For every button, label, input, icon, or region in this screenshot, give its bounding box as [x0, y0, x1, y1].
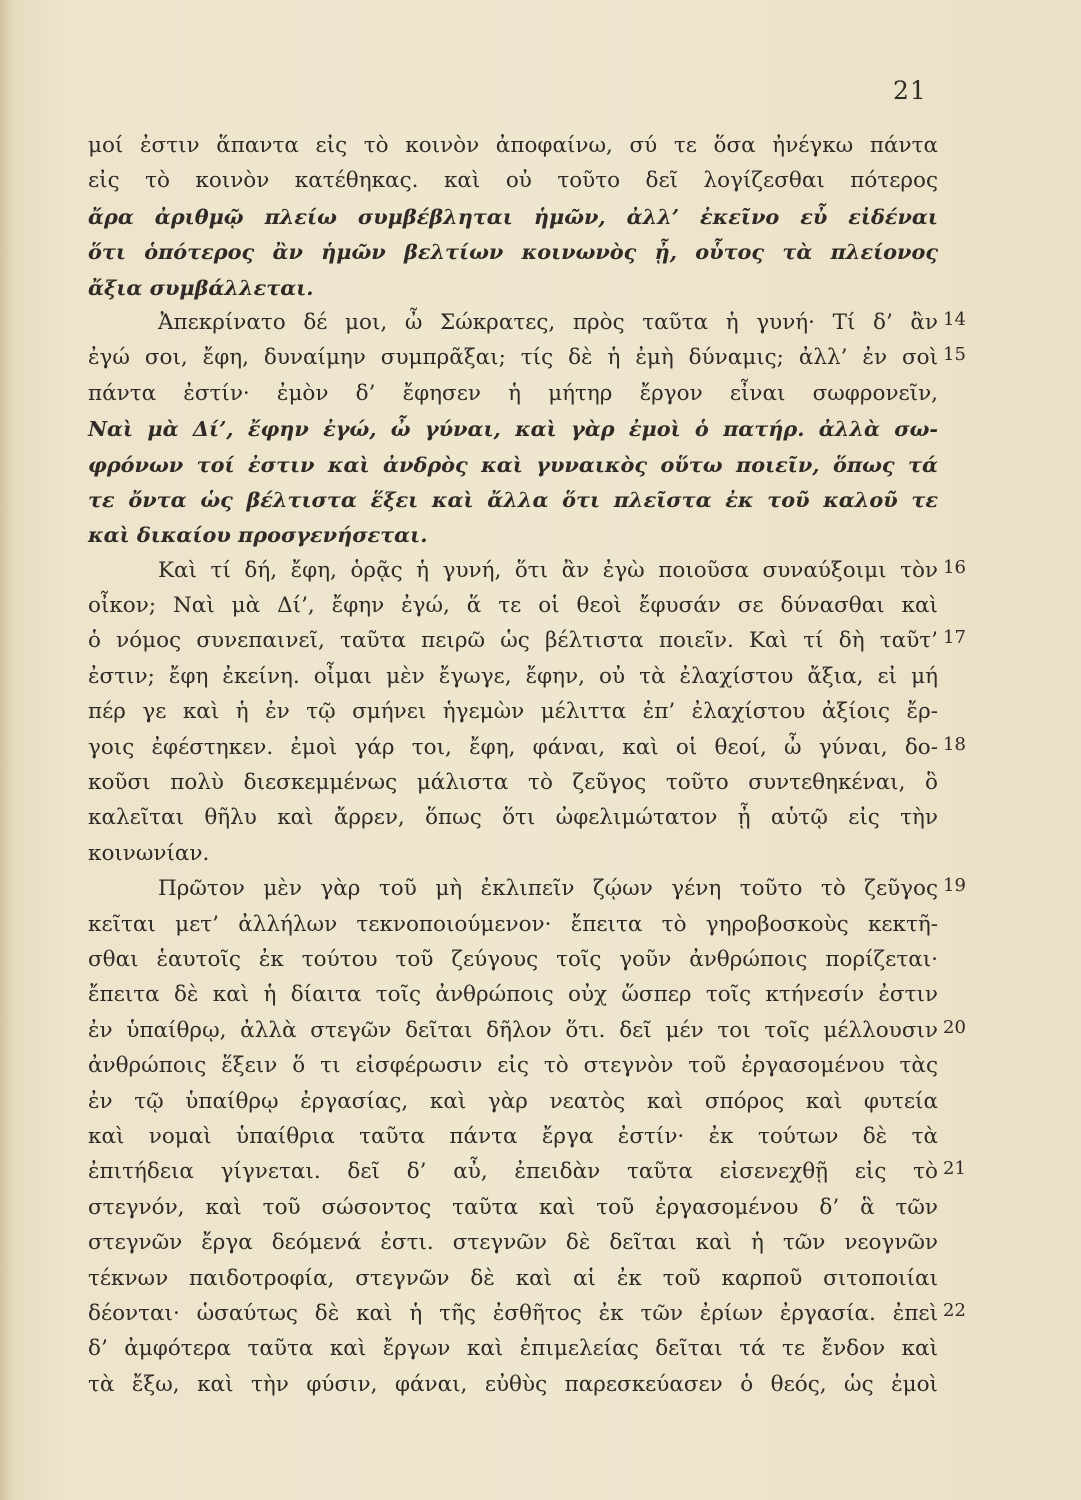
- section-number: 17: [943, 627, 966, 649]
- text-line-content: ἐν τῷ ὑπαίθρῳ ἐργασίας, καὶ γὰρ νεατὸς καὶ σπόρος καὶ φυτεία: [88, 1088, 938, 1114]
- text-line-content: Καὶ τί δή, ἔφη, ὁρᾷς ἡ γυνή, ὅτι ἂν ἐγὼ ποιοῦσα συναύξοιμι τὸν: [158, 557, 938, 583]
- text-line: [88, 800, 938, 835]
- text-line-content: ἐγώ σοι, ἔφη, δυναίμην συμπρᾶξαι; τίς δὲ ἡ ἐμὴ δύναμις; ἀλλ’ ἐν σοὶ: [88, 345, 938, 371]
- text-line: [88, 907, 938, 942]
- text-line: [88, 942, 938, 977]
- text-line: [88, 588, 938, 623]
- text-line-content: ὁ νόμος συνεπαινεῖ, ταῦτα πειρῶ ὡς βέλτιστα ποιεῖν. Καὶ τί δὴ ταῦτ’: [88, 628, 938, 654]
- text-line: [88, 482, 938, 517]
- text-line-content: καὶ νομαὶ ὑπαίθρια ταῦτα πάντα ἔργα ἐστίν· ἐκ τούτων δὲ τὰ: [88, 1123, 938, 1149]
- text-line: [88, 977, 938, 1012]
- text-line: [88, 1296, 966, 1331]
- text-line-content: σθαι ἑαυτοῖς ἐκ τούτου τοῦ ζεύγους τοῖς γοῦν ἀνθρώποις πορίζεται·: [88, 946, 938, 972]
- text-line-content: τε ὄντα ὡς βέλτιστα ἕξει καὶ ἄλλα ὅτι πλεῖστα ἐκ τοῦ καλοῦ τε: [88, 486, 938, 512]
- text-line: [88, 1190, 938, 1225]
- text-line-content: καλεῖται θῆλυ καὶ ἄρρεν, ὅπως ὅτι ὠφελιμώτατον ᾖ αὑτῷ εἰς τὴν: [88, 805, 938, 831]
- text-line: [88, 128, 938, 163]
- text-line-content: κεῖται μετ’ ἀλλήλων τεκνοποιούμενον· ἔπειτα τὸ γηροβοσκοὺς κεκτῆ-: [88, 911, 938, 937]
- text-line: [88, 1154, 966, 1189]
- text-line: [88, 730, 966, 765]
- text-line: [88, 1084, 938, 1119]
- text-line: [88, 1225, 938, 1260]
- section-number: 20: [943, 1016, 966, 1038]
- text-line: [88, 163, 938, 198]
- section-number: 14: [943, 308, 966, 330]
- text-line: [88, 234, 938, 269]
- text-line-content: ἄξια συμβάλλεται.: [88, 274, 314, 300]
- text-line: [88, 1048, 938, 1083]
- text-line: [88, 411, 938, 446]
- text-line: [88, 1331, 938, 1366]
- text-line: [88, 553, 966, 588]
- text-line-content: πέρ γε καὶ ἡ ἐν τῷ σμήνει ἡγεμὼν μέλιττα ἐπ’ ἐλαχίστου ἀξίοις ἔρ-: [88, 699, 938, 725]
- text-line-content: ἐστιν; ἔφη ἐκείνη. οἶμαι μὲν ἔγωγε, ἔφην, οὐ τὰ ἐλαχίστου ἄξια, εἰ μή: [88, 663, 938, 689]
- text-line-content: γοις ἐφέστηκεν. ἐμοὶ γάρ τοι, ἔφη, φάναι, καὶ οἱ θεοί, ὦ γύναι, δο-: [88, 734, 938, 760]
- text-line: [88, 340, 966, 375]
- text-line-content: ἔπειτα δὲ καὶ ἡ δίαιτα τοῖς ἀνθρώποις οὐχ ὥσπερ τοῖς κτήνεσίν ἐστιν: [88, 982, 938, 1008]
- text-line-content: δέονται· ὡσαύτως δὲ καὶ ἡ τῆς ἐσθῆτος ἐκ τῶν ἐρίων ἐργασία. ἐπεὶ: [88, 1300, 938, 1326]
- section-number: 19: [943, 875, 966, 897]
- text-line-content: Ναὶ μὰ Δί’, ἔφην ἐγώ, ὦ γύναι, καὶ γὰρ ἐμοὶ ὁ πατήρ. ἀλλὰ σω-: [88, 416, 938, 442]
- text-line-content: ἄρα ἀριθμῷ πλείω συμβέβληται ἡμῶν, ἀλλ’ ἐκεῖνο εὖ εἰδέναι: [88, 203, 938, 229]
- text-line: [88, 659, 938, 694]
- text-line: [88, 871, 966, 906]
- section-number: 21: [943, 1158, 966, 1180]
- text-line-content: φρόνων τοί ἐστιν καὶ ἀνδρὸς καὶ γυναικὸς οὕτω ποιεῖν, ὅπως τά: [88, 451, 938, 477]
- text-line: [88, 1013, 966, 1048]
- text-line-content: ἀνθρώποις ἕξειν ὅ τι εἰσφέρωσιν εἰς τὸ στεγνὸν τοῦ ἐργασομένου τὰς: [88, 1053, 938, 1079]
- text-line: [88, 1119, 938, 1154]
- text-line-content: καὶ δικαίου προσγενήσεται.: [88, 522, 428, 548]
- text-line-content: τὰ ἔξω, καὶ τὴν φύσιν, φάναι, εὐθὺς παρεσκεύασεν ὁ θεός, ὡς ἐμοὶ: [88, 1371, 938, 1397]
- text-line-content: Πρῶτον μὲν γὰρ τοῦ μὴ ἐκλιπεῖν ζῴων γένη τοῦτο τὸ ζεῦγος: [158, 876, 938, 902]
- text-line: [88, 1261, 938, 1296]
- text-line: [88, 694, 938, 729]
- text-line: [88, 447, 938, 482]
- section-number: 18: [943, 733, 966, 755]
- text-line-content: ἐν ὑπαίθρῳ, ἀλλὰ στεγῶν δεῖται δῆλον ὅτι. δεῖ μέν τοι τοῖς μέλλουσιν: [88, 1017, 938, 1043]
- text-line: [88, 765, 938, 800]
- text-line: [88, 199, 938, 234]
- text-line: [88, 376, 938, 411]
- page-number: 21: [893, 76, 927, 105]
- section-number: 16: [943, 556, 966, 578]
- text-line-content: κοῦσι πολὺ διεσκεμμένως μάλιστα τὸ ζεῦγος τοῦτο συντεθηκέναι, ὃ: [88, 770, 938, 796]
- text-line-content: ὅτι ὁπότερος ἂν ἡμῶν βελτίων κοινωνὸς ᾖ, οὗτος τὰ πλείονος: [88, 239, 938, 265]
- text-line: [88, 305, 966, 340]
- text-line-content: Ἀπεκρίνατο δέ μοι, ὦ Σώκρατες, πρὸς ταῦτα ἡ γυνή· Τί δ’ ἂν: [158, 309, 938, 335]
- text-line-content: στεγνόν, καὶ τοῦ σώσοντος ταῦτα καὶ τοῦ ἐργασομένου δ’ ἃ τῶν: [88, 1194, 938, 1220]
- text-line: [88, 517, 938, 552]
- page-gutter: [0, 0, 14, 1500]
- text-line-content: οἶκον; Ναὶ μὰ Δί’, ἔφην ἐγώ, ἅ τε οἱ θεοὶ ἔφυσάν σε δύνασθαι καὶ: [88, 593, 938, 619]
- text-line-content: τέκνων παιδοτροφία, στεγνῶν δὲ καὶ αἱ ἐκ τοῦ καρποῦ σιτοποιίαι: [88, 1265, 938, 1291]
- text-line-content: μοί ἐστιν ἅπαντα εἰς τὸ κοινὸν ἀποφαίνω, σύ τε ὅσα ἠνέγκω πάντα: [88, 133, 938, 158]
- page-text-body: [88, 128, 966, 1402]
- text-line-content: εἰς τὸ κοινὸν κατέθηκας. καὶ οὐ τοῦτο δεῖ λογίζεσθαι πότερος: [88, 168, 938, 194]
- text-line: [88, 270, 938, 305]
- text-line-content: ἐπιτήδεια γίγνεται. δεῖ δ’ αὖ, ἐπειδὰν ταῦτα εἰσενεχθῇ εἰς τὸ: [88, 1159, 938, 1185]
- text-line-content: πάντα ἐστίν· ἐμὸν δ’ ἔφησεν ἡ μήτηρ ἔργον εἶναι σωφρονεῖν,: [88, 380, 938, 406]
- section-number: 22: [943, 1299, 966, 1321]
- text-line: [88, 623, 966, 658]
- section-number: 15: [943, 344, 966, 366]
- text-line-content: στεγνῶν ἔργα δεόμενά ἐστι. στεγνῶν δὲ δεῖται καὶ ἡ τῶν νεογνῶν: [88, 1230, 938, 1256]
- text-line-content: κοινωνίαν.: [88, 840, 210, 866]
- text-line: [88, 836, 938, 871]
- text-line-content: δ’ ἀμφότερα ταῦτα καὶ ἔργων καὶ ἐπιμελείας δεῖται τά τε ἔνδον καὶ: [88, 1336, 938, 1362]
- text-line: [88, 1367, 938, 1402]
